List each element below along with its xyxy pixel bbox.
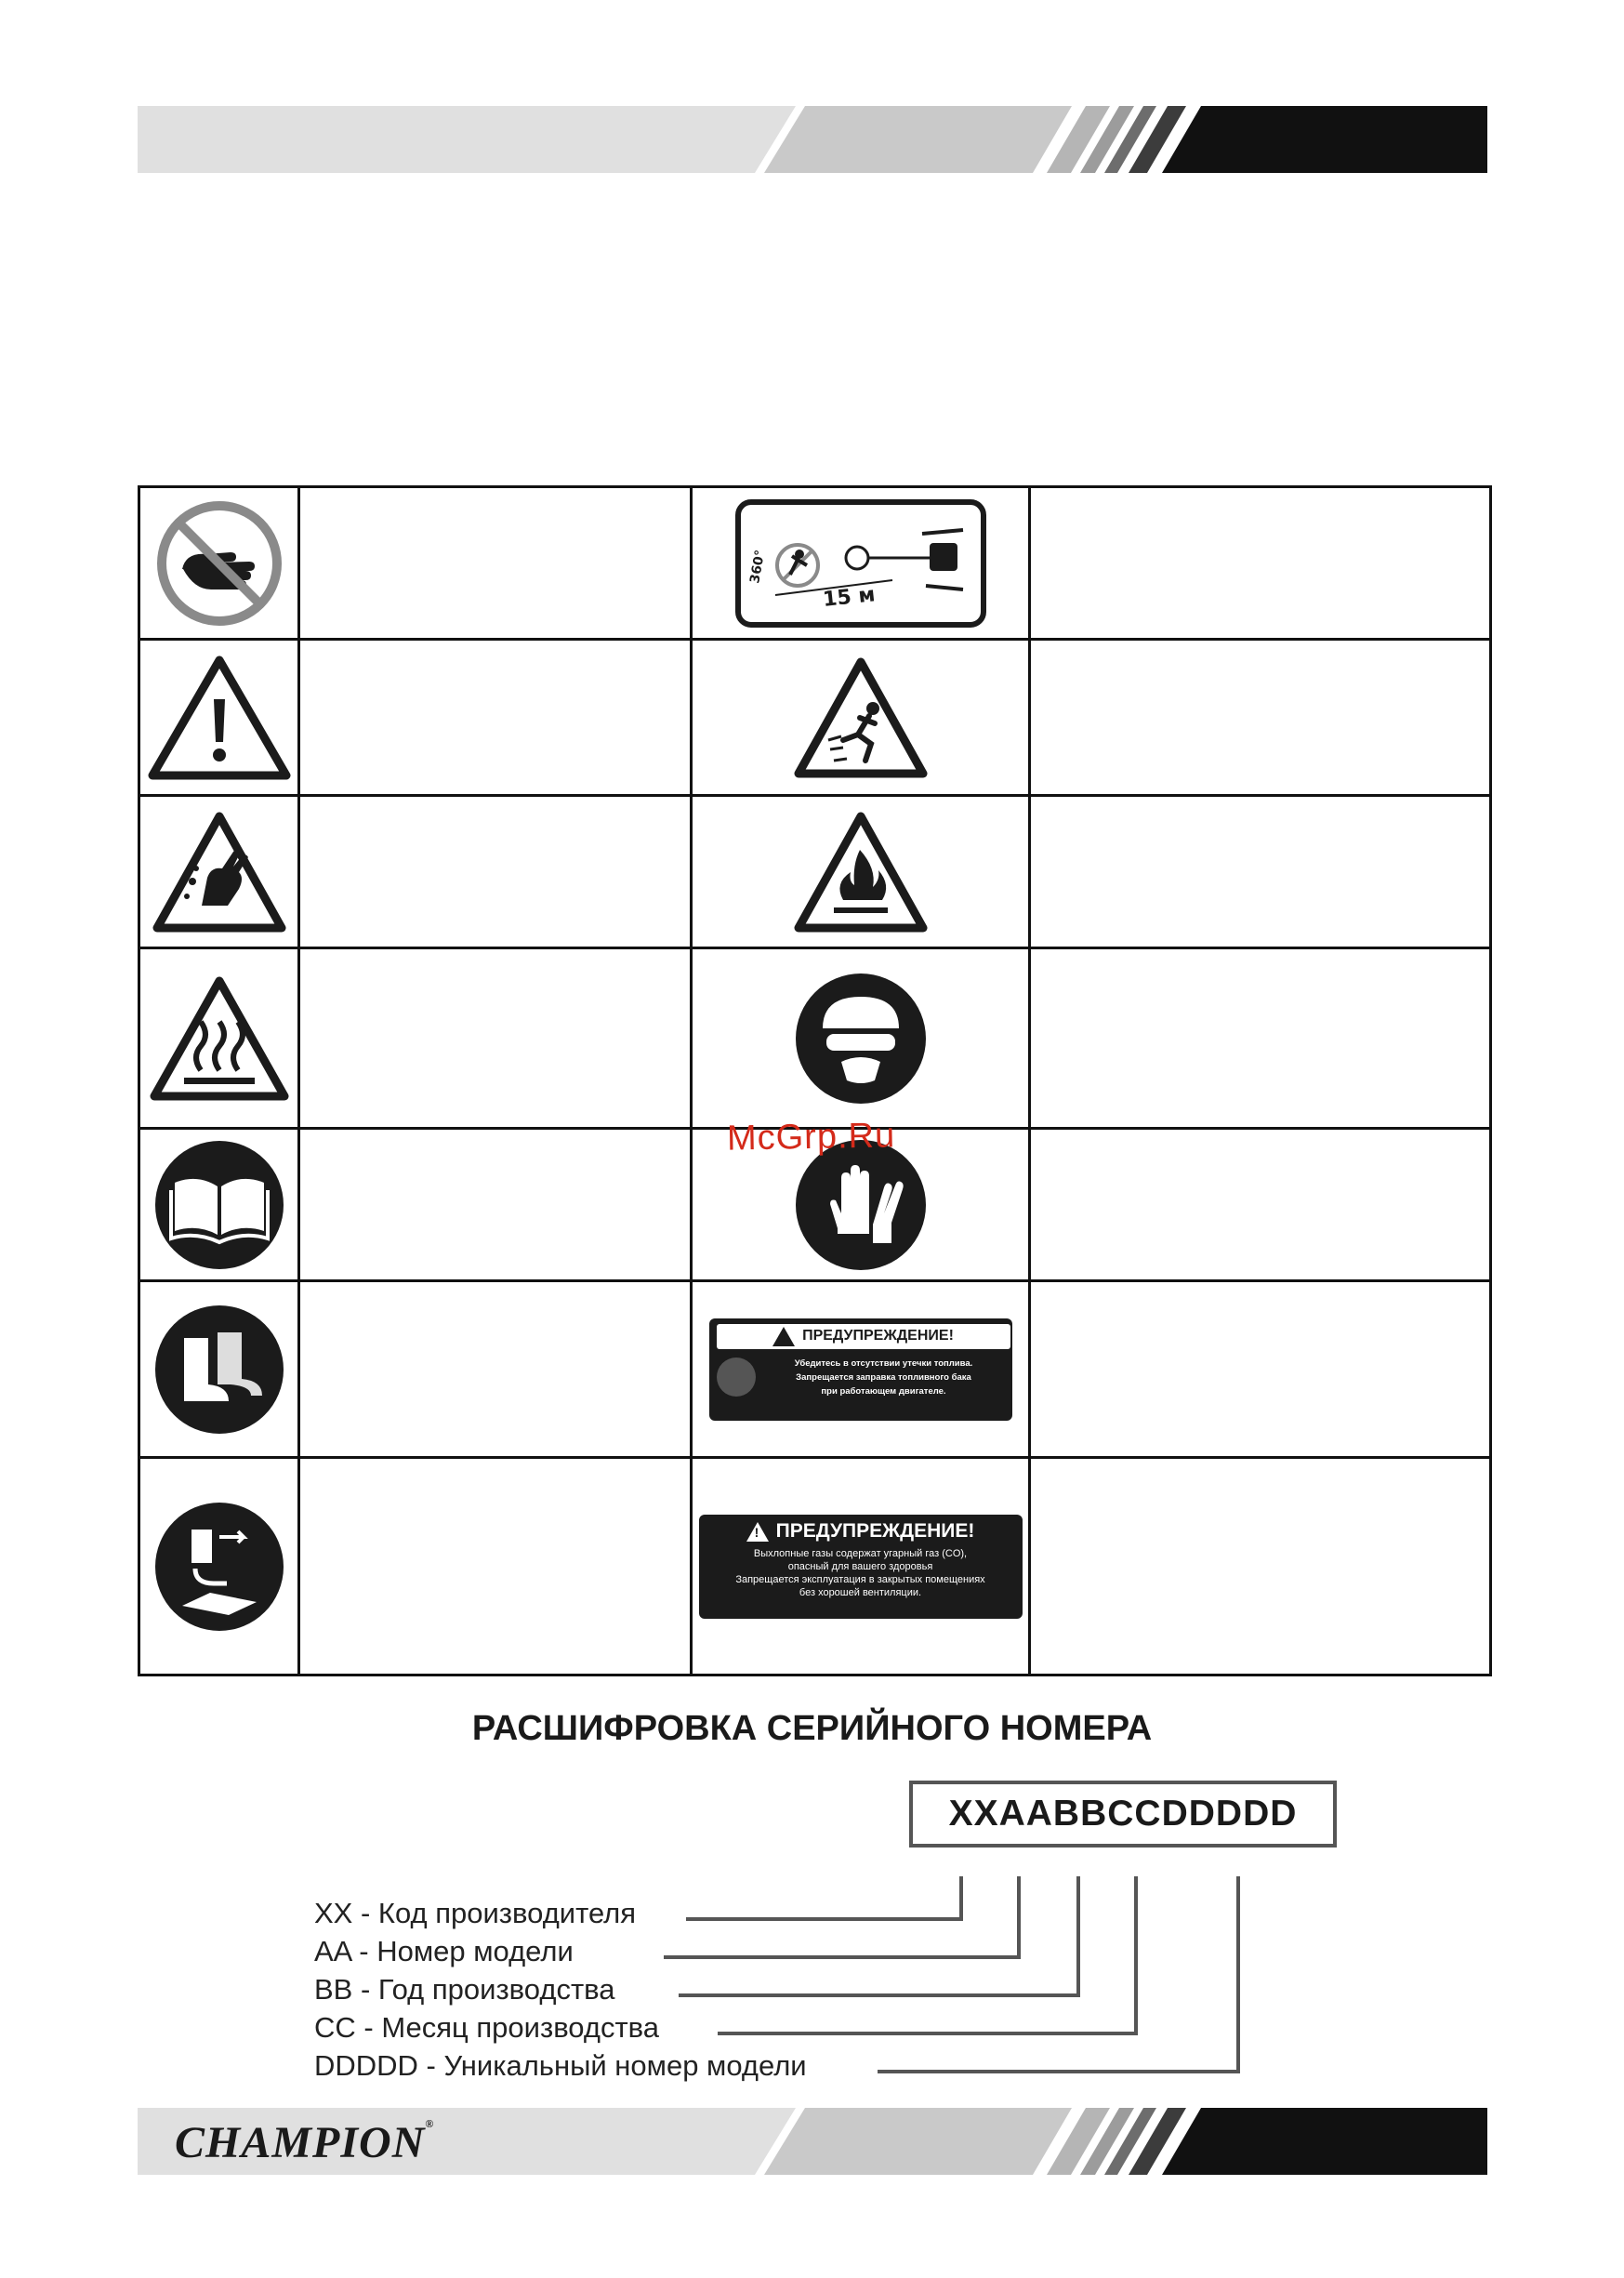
- fuel-warning-header: ! ПРЕДУПРЕЖДЕНИЕ!: [717, 1324, 1010, 1349]
- angle-label: 360°: [746, 548, 768, 585]
- exhaust-label-line: Выхлопные газы содержат угарный газ (CO),: [753, 1547, 968, 1559]
- serial-section-title: РАСШИФРОВКА СЕРИЙНОГО НОМЕРА: [471, 1709, 1153, 1748]
- legend-item-year: BB - Год производства: [314, 1973, 615, 2006]
- legend-item-month: CC - Месяц производства: [314, 2011, 660, 2044]
- exhaust-warning-header: ! ПРЕДУПРЕЖДЕНИЕ!: [746, 1522, 975, 1542]
- legend-item-manufacturer: XX - Код производителя: [314, 1897, 637, 1929]
- watermark: McGrp.Ru: [726, 1116, 896, 1159]
- fuel-label-line: Убедитесь в отсутствии утечки топлива.: [794, 1358, 973, 1369]
- exhaust-label-line: опасный для вашего здоровья: [787, 1560, 933, 1572]
- fuel-label-line: Запрещается заправка топливного бака: [796, 1371, 971, 1383]
- legend-item-unique: DDDDD - Уникальный номер модели: [314, 2049, 807, 2082]
- exhaust-label-line: без хорошей вентиляции.: [799, 1586, 922, 1598]
- distance-label: 15 м: [821, 582, 877, 612]
- exhaust-label-line: Запрещается эксплуатация в закрытых помещениях: [735, 1573, 985, 1585]
- legend-item-model: AA - Номер модели: [314, 1935, 574, 1967]
- fuel-label-line: при работающем двигателе.: [821, 1385, 946, 1397]
- champion-logo: CHAMPION®: [175, 2117, 435, 2167]
- serial-code-box: XXAABBCCDDDDD: [909, 1781, 1337, 1848]
- footer-band: [138, 2108, 1487, 2175]
